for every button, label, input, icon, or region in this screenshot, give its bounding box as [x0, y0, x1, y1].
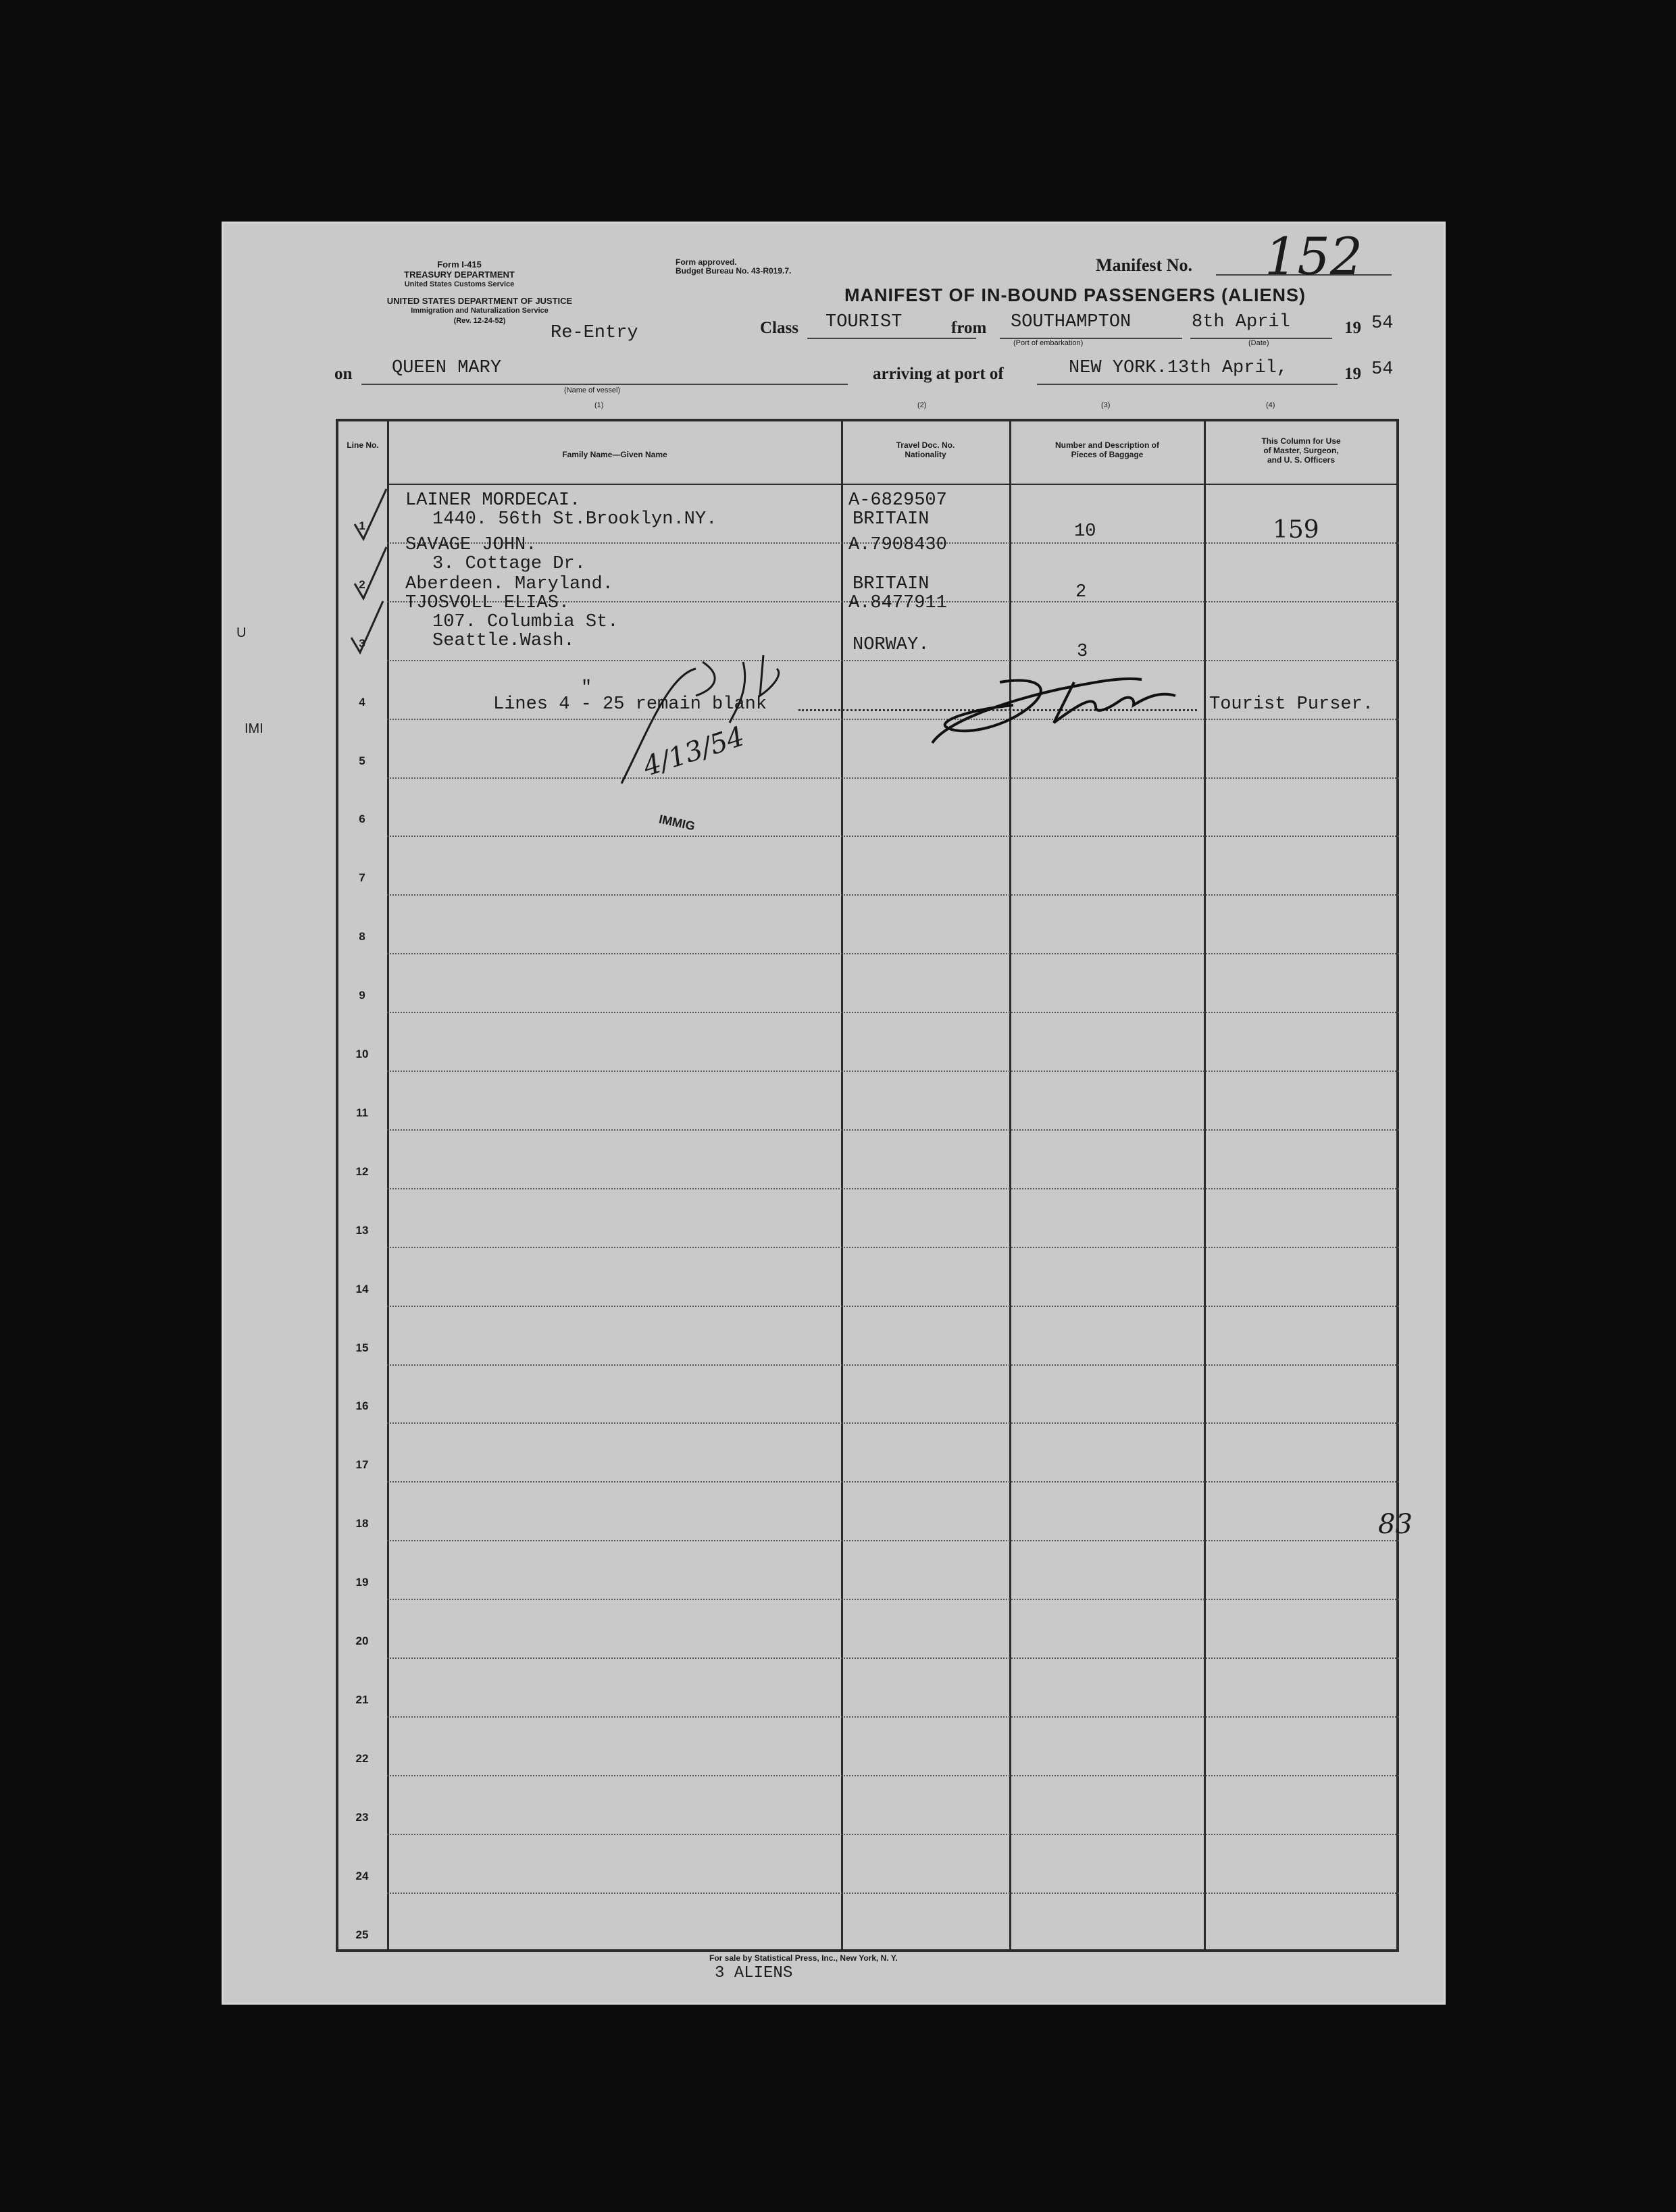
- row-rule: [387, 1775, 1399, 1776]
- entry-name: LAINER MORDECAI.: [405, 490, 581, 511]
- row-rule: [387, 777, 1399, 779]
- line-number: 25: [355, 1928, 369, 1941]
- col-name: Family Name—Given Name: [562, 450, 667, 459]
- entry-officer: 159: [1273, 516, 1319, 544]
- printer-note: For sale by Statistical Press, Inc., New York, N. Y.: [709, 1953, 898, 1963]
- line-number: 12: [355, 1164, 369, 1178]
- justice-block: UNITED STATES DEPARTMENT OF JUSTICE Immigration and Naturalization Service (Rev. 12-24-52): [386, 296, 573, 325]
- entry-doc: A.8477911: [848, 593, 947, 613]
- from-caption: (Port of embarkation): [1013, 339, 1084, 347]
- line-number: 10: [355, 1048, 369, 1060]
- entry-baggage: 2: [1075, 582, 1087, 602]
- col-baggage: Number and Description of Pieces of Baggage: [1055, 440, 1159, 459]
- arrival-value: NEW YORK.13th April,: [1069, 358, 1288, 378]
- line-number: 13: [355, 1223, 369, 1237]
- line-number: 24: [355, 1869, 369, 1882]
- row-rule: [387, 1481, 1399, 1483]
- entry-nationality: NORWAY.: [853, 635, 930, 655]
- check-mark-icon: [351, 540, 392, 601]
- line-number: 16: [355, 1399, 369, 1413]
- year-value: 54: [1371, 313, 1394, 334]
- line-number: 2: [359, 577, 365, 591]
- entry-address: Aberdeen. Maryland.: [405, 574, 613, 594]
- row-rule: [387, 1540, 1399, 1541]
- vessel-value: QUEEN MARY: [392, 358, 502, 378]
- year-prefix: 19: [1344, 319, 1361, 337]
- line-number: 1: [359, 519, 365, 532]
- line-number: 17: [355, 1458, 369, 1472]
- line-number: 22: [355, 1751, 369, 1765]
- purser-text: Tourist Purser.: [1209, 694, 1374, 715]
- entry-baggage: 3: [1077, 642, 1088, 662]
- entry-address: 1440. 56th St.Brooklyn.NY.: [432, 509, 717, 530]
- entry-doc: A.7908430: [848, 535, 947, 555]
- row-rule: [387, 719, 1399, 720]
- line-number: 20: [355, 1635, 369, 1647]
- arrival-year-value: 54: [1371, 359, 1394, 380]
- stamp-date: 4/13/54: [639, 721, 748, 783]
- vessel-caption: (Name of vessel): [564, 386, 621, 394]
- margin-mark: U: [236, 625, 247, 640]
- check-mark-icon: [348, 594, 388, 655]
- margin-mark: IMI: [245, 721, 263, 736]
- line-number: 6: [359, 813, 365, 826]
- line-number: 3: [359, 636, 365, 650]
- col-number: (2): [917, 401, 927, 409]
- row-rule: [387, 1657, 1399, 1659]
- reentry-text: Re-Entry: [551, 323, 638, 343]
- line-number: 5: [359, 754, 365, 767]
- entry-doc: A-6829507: [848, 490, 947, 511]
- page-mark: 83: [1378, 1509, 1413, 1540]
- line-number: 19: [355, 1576, 369, 1589]
- form-block: Form I-415 TREASURY DEPARTMENT United States Customs Service: [404, 259, 515, 288]
- entry-nationality: BRITAIN: [853, 574, 930, 594]
- line-number: 21: [355, 1693, 369, 1706]
- entry-address: 107. Columbia St.: [432, 612, 619, 632]
- on-label: on: [334, 365, 353, 383]
- manifest-label: Manifest No.: [1096, 255, 1192, 275]
- manifest-number: 152: [1265, 226, 1363, 286]
- row-rule: [387, 1422, 1399, 1424]
- class-value: TOURIST: [826, 312, 903, 332]
- row-rule: [387, 1129, 1399, 1131]
- row-rule: [387, 1364, 1399, 1366]
- page-title: MANIFEST OF IN-BOUND PASSENGERS (ALIENS): [844, 285, 1306, 305]
- line-number: 23: [355, 1810, 369, 1824]
- from-value: SOUTHAMPTON: [1011, 312, 1132, 332]
- line-number: 7: [359, 871, 365, 885]
- col-number: (1): [594, 401, 604, 409]
- line-number: 14: [355, 1282, 369, 1295]
- line-number: 11: [356, 1106, 368, 1119]
- row-rule: [387, 1071, 1399, 1072]
- row-rule: [387, 1012, 1399, 1013]
- row-rule: [387, 660, 1399, 661]
- date-value: 8th April: [1192, 312, 1290, 332]
- from-label: from: [951, 319, 987, 337]
- row-rule: [387, 1716, 1399, 1718]
- line-number: 15: [355, 1341, 369, 1354]
- aliens-count: 3 ALIENS: [715, 1964, 793, 1982]
- row-rule: [387, 1188, 1399, 1189]
- entry-address: Seattle.Wash.: [432, 631, 575, 651]
- row-rule: [387, 1834, 1399, 1835]
- col-number: (4): [1266, 401, 1275, 409]
- row-rule: [387, 1306, 1399, 1307]
- check-mark-icon: [351, 484, 392, 544]
- purser-signature: [919, 662, 1216, 756]
- approved-block: Form approved. Budget Bureau No. 43-R019.7.: [676, 257, 792, 276]
- date-caption: (Date): [1248, 339, 1269, 347]
- col-travel-doc: Travel Doc. No. Nationality: [896, 440, 955, 459]
- row-rule: [387, 1599, 1399, 1600]
- entry-address: 3. Cottage Dr.: [432, 554, 586, 574]
- ditto-mark: ": [581, 678, 592, 698]
- line-number: 8: [359, 930, 365, 944]
- col-number: (3): [1101, 401, 1111, 409]
- entry-nationality: BRITAIN: [853, 509, 930, 530]
- line-number: 9: [359, 989, 365, 1002]
- row-rule: [387, 1893, 1399, 1894]
- row-rule: [387, 953, 1399, 954]
- entry-baggage: 10: [1074, 521, 1096, 542]
- line-number: 4: [359, 695, 365, 709]
- arriving-label: arriving at port of: [873, 365, 1004, 383]
- col-line-no: Line No.: [347, 440, 379, 450]
- row-rule: [387, 835, 1399, 837]
- class-label: Class: [760, 319, 798, 337]
- row-rule: [387, 894, 1399, 896]
- entry-name: SAVAGE JOHN.: [405, 535, 537, 555]
- col-officers: This Column for Use of Master, Surgeon, and U. S. Officers: [1261, 436, 1341, 465]
- arrival-year-prefix: 19: [1344, 365, 1361, 383]
- entry-name: TJOSVOLL ELIAS.: [405, 593, 570, 613]
- stamp-text: IMMIG: [657, 812, 696, 833]
- line-number: 18: [355, 1517, 369, 1531]
- remain-blank-text: Lines 4 - 25 remain blank: [493, 694, 767, 715]
- row-rule: [387, 1247, 1399, 1248]
